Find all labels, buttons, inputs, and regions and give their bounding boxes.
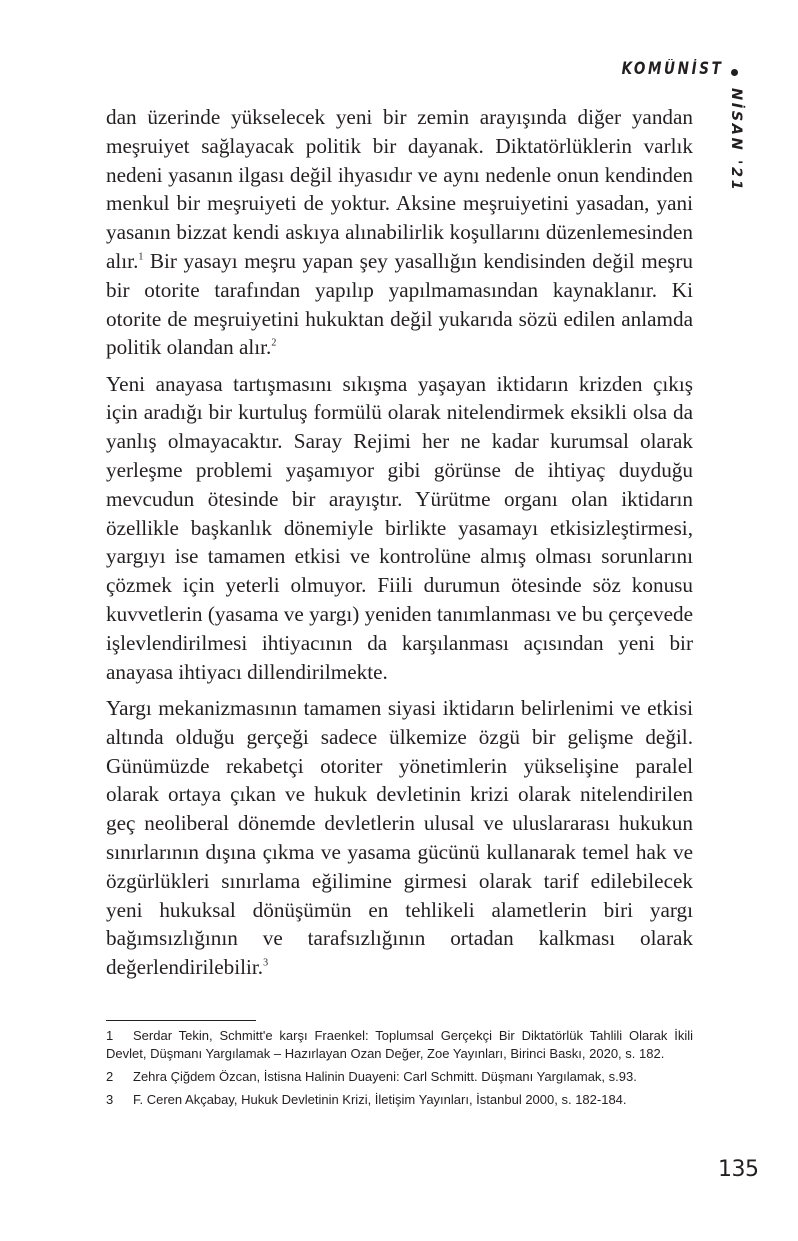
- footnote-ref-3[interactable]: 3: [263, 957, 269, 969]
- footnotes: [106, 1027, 693, 1114]
- footnote-divider: [106, 1020, 256, 1021]
- paragraph-1: [106, 103, 693, 362]
- footnote-number: 2: [106, 1069, 114, 1085]
- paragraph-1-text-a: dan üzerinde yükselecek yeni bir zemin arayışında diğer yandan meşruiyet sağlayacak politik bir dayanak. Diktatörlüklerin varlık nedeni yasanın ilgası değil ihyasıdır ve aynı nedenle onun kendinden menkul bir meşruiyeti de yoktur. Aksine meşruiyetini yasadan, yani yasanın bizzat kendi askıya alınabilirlik koşullarını düzenlemesinden alır.: [106, 105, 693, 273]
- page-number: 135: [718, 1157, 759, 1182]
- footnote-ref-1[interactable]: 1: [138, 251, 144, 263]
- paragraph-3: [106, 694, 693, 982]
- body-text: [106, 103, 693, 989]
- footnote-text: Serdar Tekin, Schmitt'e karşı Fraenkel: Toplumsal Gerçekçi Bir Diktatörlük Tahlili Olarak İkili Devlet, Düşmanı Yargılamak – Hazırlayan Ozan Değer, Zoe Yayınları, Birinci Baskı, 2020, s. 182.: [106, 1028, 693, 1062]
- footnote-text: Zehra Çiğdem Özcan, İstisna Halinin Duayeni: Carl Schmitt. Düşmanı Yargılamak, s.93.: [133, 1069, 637, 1085]
- footnote-2: [106, 1068, 693, 1086]
- footnote-3: [106, 1091, 693, 1109]
- issue-date: NİSAN '21: [728, 88, 744, 193]
- paragraph-2-text: Yeni anayasa tartışmasını sıkışma yaşayan iktidarın krizden çıkış için aradığı bir kurtuluş formülü olarak nitelendirmek eksikli olsa da yanlış olmayacaktır. Saray Rejimi her ne kadar kurumsal olarak yerleşme problemi yaşamıyor gibi görünse de ihtiyaç duyduğu mevcudun ötesinde bir arayıştır. Yürütme organı olan iktidarın özellikle başkanlık dönemiyle birlikte yasamayı etkisizleştirmesi, yargıyı ise tamamen etkisi ve kontrolüne almış olması sorunlarını çözmek için yeterli olmuyor. Fiili durumun ötesinde söz konusu kuvvetlerin (yasama ve yargı) yeniden tanımlanması ve bu çerçevede işlevlendirilmesi ihtiyacının da karşılanması açısından yeni bir anayasa ihtiyacı dillendirilmekte.: [106, 371, 693, 684]
- footnote-number: 1: [106, 1028, 114, 1043]
- paragraph-3-text: Yargı mekanizmasının tamamen siyasi iktidarın belirlenimi ve etkisi altında olduğu gerçeği sadece ülkemize özgü bir gelişme değil. Günümüzde rekabetçi otoriter yönetimlerin yükselişine paralel olarak ortaya çıkan ve hukuk devletinin krizi olarak nitelendirilen geç neoliberal dönemde devletlerin ulusal ve uluslararası hukukun sınırlarının dışına çıkma ve yasama gücünü kullanarak temel hak ve özgürlükleri sınırlama eğilimine girmesi olarak tarif edilebilecek yeni hukuksal dönüşümün en tehlikeli alametlerin biri yargı bağımsızlığının ve tarafsızlığının ortadan kalkması olarak değerlendirilebilir.: [106, 695, 693, 980]
- running-head-issue: [723, 88, 747, 193]
- footnote-number: 3: [106, 1091, 114, 1107]
- footnote-text: F. Ceren Akçabay, Hukuk Devletinin Krizi, İletişim Yayınları, İstanbul 2000, s. 182-184.: [133, 1091, 627, 1107]
- running-head-magazine-title: KOMÜNİST: [621, 59, 724, 78]
- paragraph-2: [106, 370, 693, 687]
- paragraph-1-text-b: Bir yasayı meşru yapan şey yasallığın kendisinden değil meşru bir otorite tarafından yapılıp yapılmamasından kaynaklanır. Ki otorite de meşruiyetini hukuktan değil yukarıda sözü edilen anlamda politik olandan alır.: [106, 248, 693, 360]
- footnote-1: [106, 1027, 693, 1064]
- footnote-ref-2[interactable]: 2: [271, 337, 277, 349]
- bullet-separator-icon: [731, 69, 738, 76]
